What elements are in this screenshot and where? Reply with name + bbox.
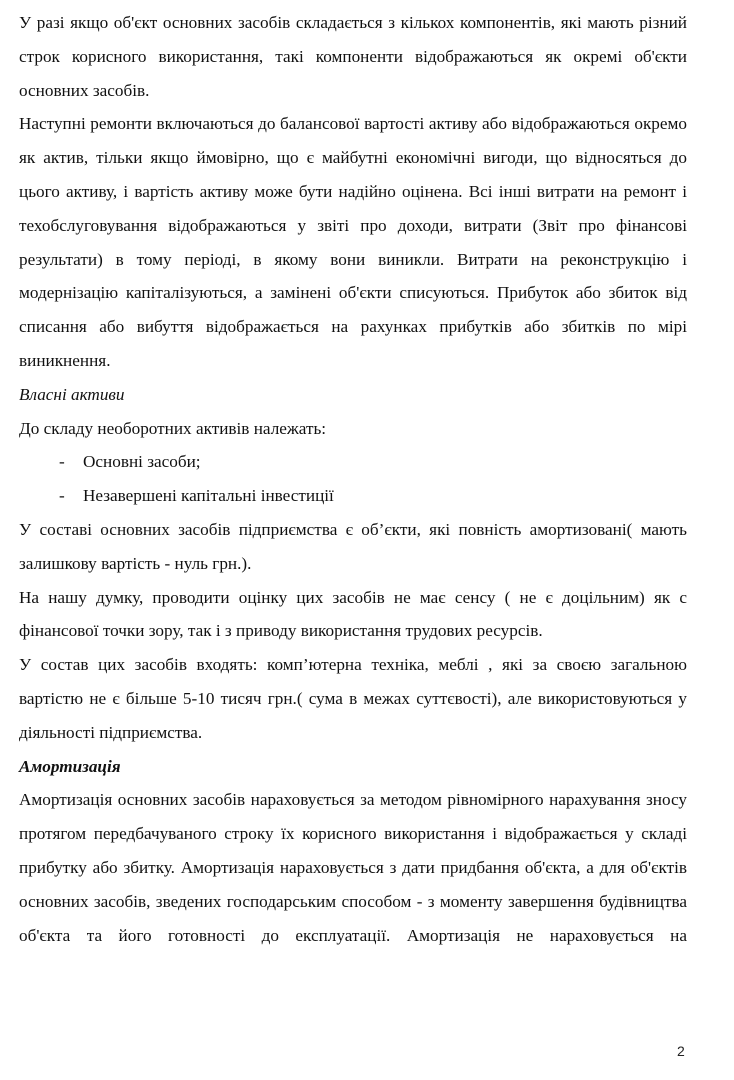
page-number: 2 bbox=[677, 1043, 685, 1059]
paragraph-noncurrent-assets: До складу необоротних активів належать: bbox=[19, 418, 327, 438]
paragraph-fully-depreciated: У составі основних засобів підприємства є об’єкти, які повність амортизовані( мають залишкову вартість - нуль грн.). bbox=[19, 519, 687, 573]
paragraph-components: У разі якщо об'єкт основних засобів складається з кількох компонентів, які мають різний строк корисного використання, такі компоненти відображаються як окремі об'єкти основних засобів. bbox=[19, 13, 687, 100]
heading-own-assets: Власні активи bbox=[19, 384, 125, 404]
list-item-text: Незавершені капітальні інвестиції bbox=[83, 486, 334, 506]
document-page bbox=[19, 6, 687, 952]
heading-depreciation: Амортизація bbox=[19, 756, 121, 776]
list-item bbox=[19, 445, 687, 479]
paragraph-opinion: На нашу думку, проводити оцінку цих засобів не має сенсу ( не є доцільним) як с фінансової точки зору, так і з приводу використання трудових ресурсів. bbox=[19, 587, 687, 641]
list-item-text: Основні засоби; bbox=[83, 452, 201, 472]
list-marker: - bbox=[59, 486, 65, 506]
list-marker: - bbox=[59, 452, 65, 472]
paragraph-repairs: Наступні ремонти включаються до балансової вартості активу або відображаються окремо як актив, тільки якщо ймовірно, що є майбутні економічні вигоди, що відносяться до цього активу, і вартість активу може бути надійно оцінена. Всі інші витрати на ремонт і техобслуговування відображаються у звіті про доходи, витрати (Звіт про фінансові результати) в тому періоді, в якому вони виникли. Витрати на реконструкцію і модернізацію капіталізуються, а замінені об'єкти списуються. Прибуток або збиток від списання або вибуття відображається на рахунках прибутків або збитків по мірі виникнення. bbox=[19, 114, 687, 370]
paragraph-depreciation: Амортизація основних засобів нараховується за методом рівномірного нарахування зносу протягом передбачуваного строку їх корисного використання і відображається у складі прибутку або збитку. Амортизація нараховується з дати придбання об'єкта, а для об'єктів основних засобів, зведених господарським способом - з моменту завершення будівництва об'єкта та його готовності до експлуатації. Амортизація не нараховується на bbox=[19, 790, 687, 945]
paragraph-composition: У состав цих засобів входять: комп’ютерна техніка, меблі , які за своєю загальною вартістю не є більше 5-10 тисяч грн.( сума в межах суттєвості), але використовуються у діяльності підприємства. bbox=[19, 655, 687, 742]
list-item bbox=[19, 479, 687, 513]
